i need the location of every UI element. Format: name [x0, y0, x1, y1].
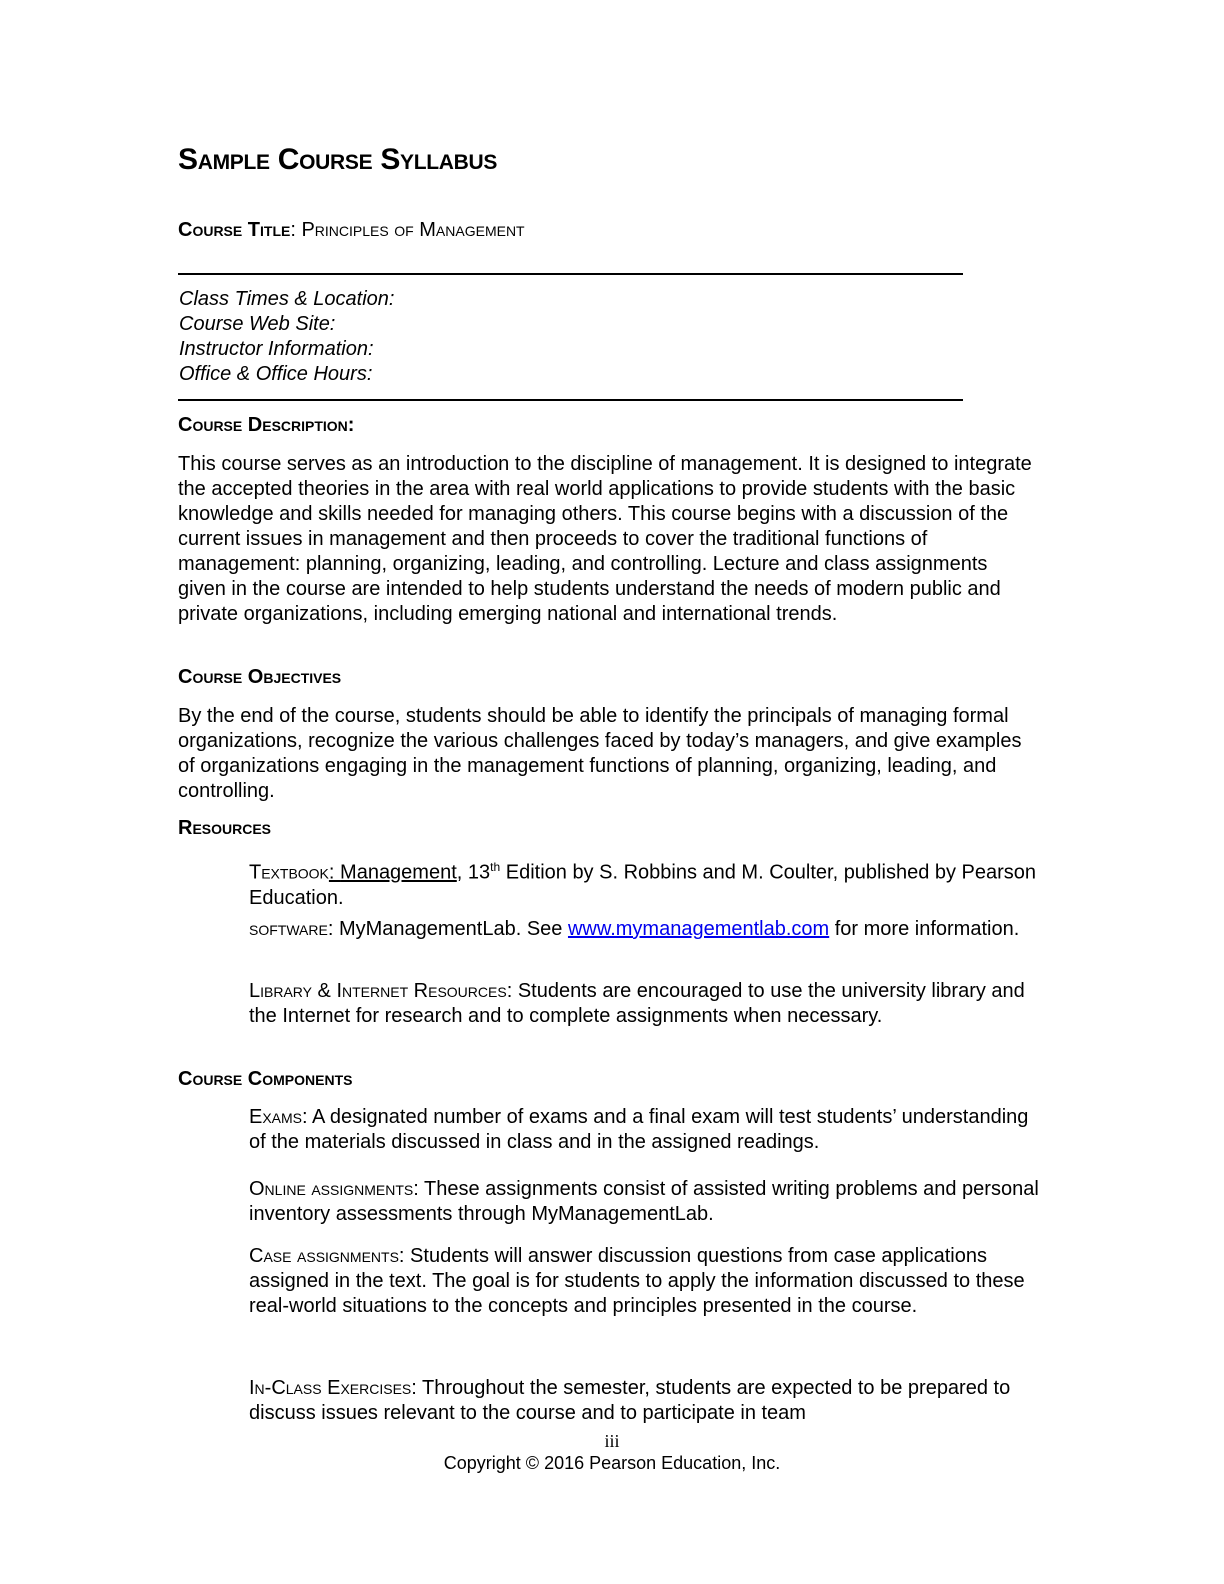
copyright-notice: Copyright © 2016 Pearson Education, Inc.: [443, 1453, 781, 1473]
exams-entry: Exams: A designated number of exams and a final exam will test students’ understanding of the materials discussed in class and in the assigned readings.: [249, 1106, 1029, 1153]
software-label: software: [249, 918, 328, 940]
software-entry: software: MyManagementLab. See www.mymanagementlab.com for more information.: [249, 918, 1020, 940]
bottom-divider: [178, 399, 963, 401]
info-instructor: Instructor Information:: [179, 338, 374, 360]
info-course-web-site: Course Web Site:: [179, 313, 336, 335]
online-assignments-label: Online assignments: [249, 1178, 414, 1200]
case-assignments-label: Case assignments: [249, 1245, 399, 1267]
case-assignments-entry: Case assignments: Students will answer discussion questions from case applications assigned in the text. The goal is for students to apply the information discussed to these real-world situations to the concepts and principles presented in the course.: [249, 1245, 1025, 1317]
top-divider: [178, 273, 963, 275]
online-assignments-entry: Online assignments: These assignments consist of assisted writing problems and personal inventory assessments through MyManagementLab.: [249, 1178, 1039, 1225]
description-heading: Course Description:: [178, 414, 355, 436]
library-entry: Library & Internet Resources: Students are encouraged to use the university library and the Internet for research and to complete assignments when necessary.: [249, 980, 1025, 1027]
objectives-heading: Course Objectives: [178, 666, 342, 688]
exams-label: Exams: [249, 1106, 303, 1128]
description-text: This course serves as an introduction to the discipline of management. It is designed to integrate the accepted theories in the area with real world applications to provide students with the basic knowledge and skills needed for managing others. This course begins with a discussion of the current issues in management and then proceeds to cover the traditional functions of management: planning, organizing, leading, and controlling. Lecture and class assignments given in the course are intended to help students understand the needs of modern public and private organizations, including emerging national and international trends.: [178, 453, 1032, 625]
info-office-hours: Office & Office Hours:: [179, 363, 373, 385]
textbook-edition: 13: [467, 861, 491, 884]
textbook-name: Management: [340, 861, 457, 884]
in-class-exercises-label: In-Class Exercises: [249, 1377, 412, 1399]
course-info-block: [179, 287, 394, 387]
objectives-text: By the end of the course, students should be able to identify the principals of managing formal organizations, recognize the various challenges faced by today’s managers, and give examples of organizations engaging in the management functions of planning, organizing, leading, and controlling.: [178, 705, 1022, 802]
page-number: iii: [604, 1431, 620, 1451]
info-class-times: Class Times & Location:: [179, 288, 395, 310]
components-heading: Course Components: [178, 1068, 353, 1090]
course-title-label: Course Title: [178, 219, 291, 241]
library-label: Library & Internet Resources: [249, 980, 507, 1002]
mymanagementlab-link[interactable]: www.mymanagementlab.com: [567, 918, 830, 940]
resources-heading: Resources: [178, 817, 272, 839]
textbook-entry: Textbook: Management, 13th Edition by S. Robbins and M. Coulter, published by Pearson Education.: [249, 860, 1037, 909]
textbook-label: Textbook: [249, 861, 329, 884]
course-title-value: Principles of Management: [301, 219, 525, 241]
textbook-details: Edition by S. Robbins and M. Coulter, published by Pearson Education.: [249, 861, 1037, 909]
in-class-exercises-entry: In-Class Exercises: Throughout the semester, students are expected to be prepared to discuss issues relevant to the course and to participate in team: [249, 1377, 1011, 1424]
course-title-line: Course Title: Principles of Management: [178, 219, 525, 241]
document-title: Sample Course Syllabus: [178, 143, 498, 176]
